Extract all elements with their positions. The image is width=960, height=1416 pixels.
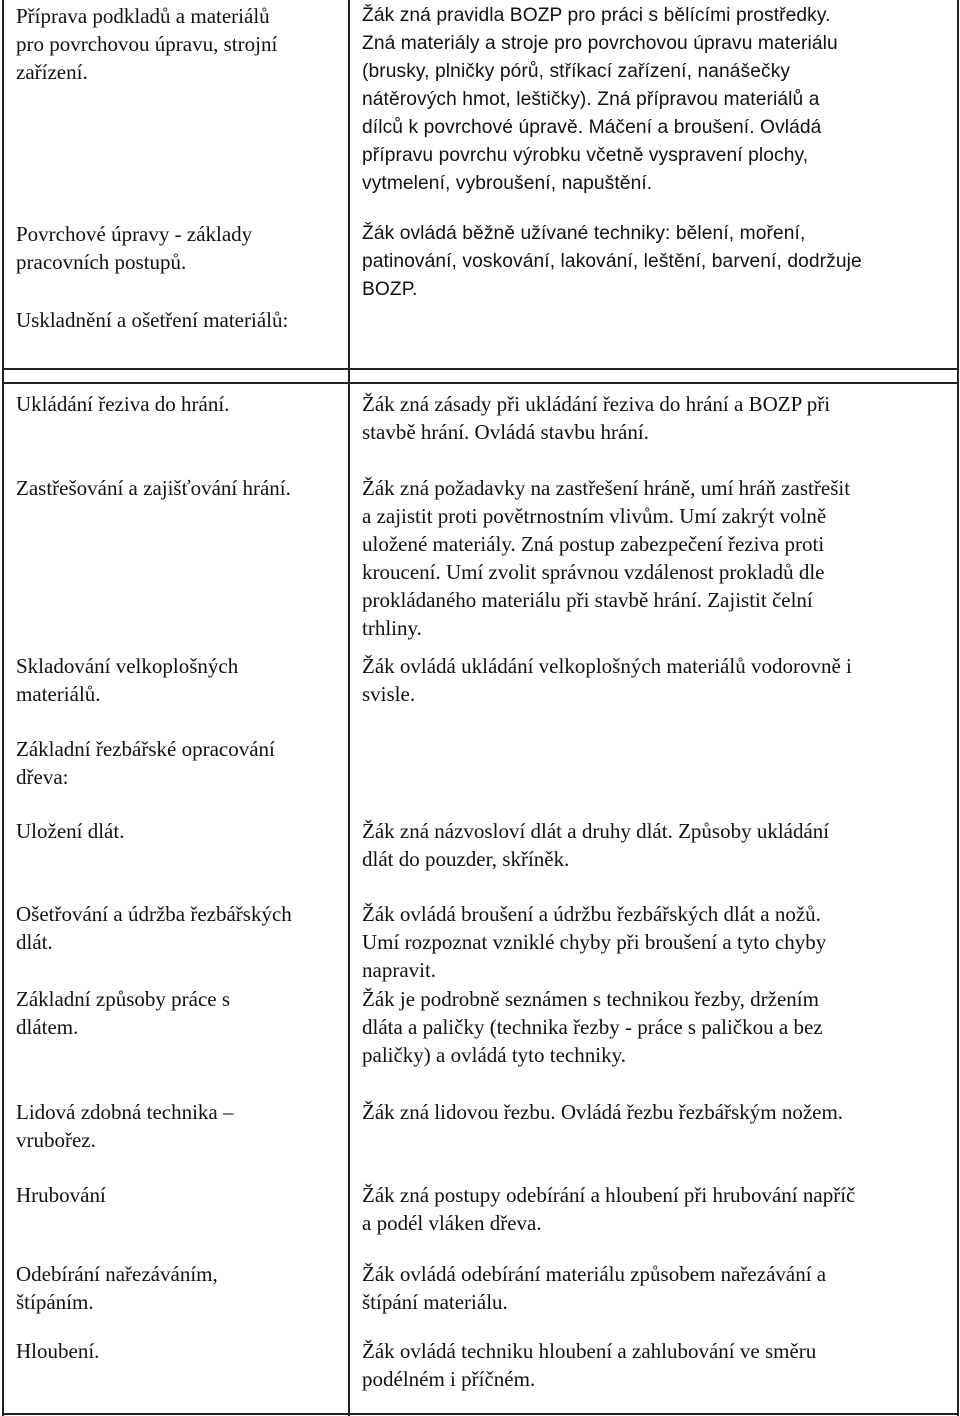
- topic-text: Hrubování: [16, 1183, 106, 1207]
- topic-text: Lidová zdobná technika – vrubořez.: [16, 1100, 234, 1152]
- topic-cell: [16, 817, 346, 845]
- table-column-divider: [348, 0, 350, 1416]
- topic-cell: [16, 1181, 346, 1209]
- topic-cell: [16, 1260, 346, 1316]
- outcome-text: Žák ovládá broušení a údržbu řezbářských dlát a nožů. Umí rozpoznat vzniklé chyby při broušení a tyto chyby napravit.: [362, 902, 827, 982]
- topic-text: Základní řezbářské opracování dřeva:: [16, 737, 275, 789]
- topic-text: Povrchové úpravy - základy pracovních postupů.: [16, 222, 253, 274]
- outcome-text: Žák zná požadavky na zastřešení hráně, umí hráň zastřešit a zajistit proti povětrnostním vlivům. Umí zakrýt volně uložené materiály. Zná postup zabezpečení řeziva proti kroucení. Umí zvolit správnou vzdálenost prokladů dle prokládaného materiálu při stavbě hrání. Zajistit čelní trhliny.: [362, 476, 851, 640]
- outcome-text: Žák zná názvosloví dlát a druhy dlát. Způsoby ukládání dlát do pouzder, skříněk.: [362, 819, 830, 871]
- topic-cell: [16, 1337, 346, 1365]
- topic-text: Základní způsoby práce s dlátem.: [16, 987, 231, 1039]
- topic-cell: [16, 1098, 346, 1154]
- topic-text: Uložení dlát.: [16, 819, 125, 843]
- outcome-cell: [362, 900, 947, 984]
- table-row-separator: [2, 368, 958, 370]
- topic-cell: [16, 2, 346, 86]
- topic-text: Odebírání nařezáváním, štípáním.: [16, 1262, 218, 1314]
- outcome-cell: [362, 817, 947, 873]
- outcome-text: Žák zná zásady při ukládání řeziva do hrání a BOZP při stavbě hrání. Ovládá stavbu hrání.: [362, 392, 831, 444]
- topic-text: Ošetřování a údržba řezbářských dlát.: [16, 902, 292, 954]
- outcome-text: Žák ovládá běžně užívané techniky: bělení, moření, patinování, voskování, lakování, leštění, barvení, dodržuje BOZP.: [362, 223, 862, 300]
- table-border-bottom: [2, 1413, 958, 1415]
- outcome-cell: [362, 1098, 947, 1126]
- outcome-text: Žák ovládá ukládání velkoplošných materiálů vodorovně i svisle.: [362, 654, 852, 706]
- outcome-text: Žák je podrobně seznámen s technikou řezby, držením dláta a paličky (technika řezby - práce s paličkou a bez paličky) a ovládá tyto techniky.: [362, 987, 823, 1067]
- outcome-cell: [362, 2, 947, 198]
- outcome-text: Žák ovládá odebírání materiálu způsobem nařezávání a štípání materiálu.: [362, 1262, 827, 1314]
- outcome-text: Žák ovládá techniku hloubení a zahlubování ve směru podélném i příčném.: [362, 1339, 817, 1391]
- topic-cell: [16, 652, 346, 708]
- topic-text: Uskladnění a ošetření materiálů:: [16, 308, 289, 332]
- topic-cell: [16, 900, 346, 956]
- outcome-cell: [362, 474, 947, 642]
- topic-cell: [16, 985, 346, 1041]
- topic-text: Příprava podkladů a materiálů pro povrchovou úpravu, strojní zařízení.: [16, 4, 278, 84]
- table-border-left: [2, 0, 4, 1416]
- outcome-text: Žák zná lidovou řezbu. Ovládá řezbu řezbářským nožem.: [362, 1100, 844, 1124]
- topic-cell: [16, 306, 346, 334]
- topic-text: Hloubení.: [16, 1339, 100, 1363]
- topic-text: Zastřešování a zajišťování hrání.: [16, 476, 291, 500]
- outcome-cell: [362, 220, 947, 304]
- topic-text: Ukládání řeziva do hrání.: [16, 392, 230, 416]
- outcome-text: Žák zná pravidla BOZP pro práci s bělícími prostředky. Zná materiály a stroje pro povrchovou úpravu materiálu (brusky, plničky pórů, stříkací zařízení, nanášečky nátěrových hmot, leštičky). Zná přípravou materiálů a dílců k povrchové úpravě. Máčení a broušení. Ovládá přípravu povrchu výrobku včetně vyspravení plochy, vytmelení, vybroušení, napuštění.: [362, 5, 838, 194]
- topic-cell: [16, 735, 346, 791]
- outcome-cell: [362, 1260, 947, 1316]
- table-row-separator: [2, 382, 958, 384]
- topic-cell: [16, 474, 346, 502]
- outcome-cell: [362, 390, 947, 446]
- outcome-cell: [362, 1181, 947, 1237]
- table-border-right: [957, 0, 959, 1416]
- outcome-text: Žák zná postupy odebírání a hloubení při hrubování napříč a podél vláken dřeva.: [362, 1183, 856, 1235]
- outcome-cell: [362, 1337, 947, 1393]
- outcome-cell: [362, 652, 947, 708]
- topic-cell: [16, 390, 346, 418]
- topic-cell: [16, 220, 346, 276]
- topic-text: Skladování velkoplošných materiálů.: [16, 654, 239, 706]
- outcome-cell: [362, 985, 947, 1069]
